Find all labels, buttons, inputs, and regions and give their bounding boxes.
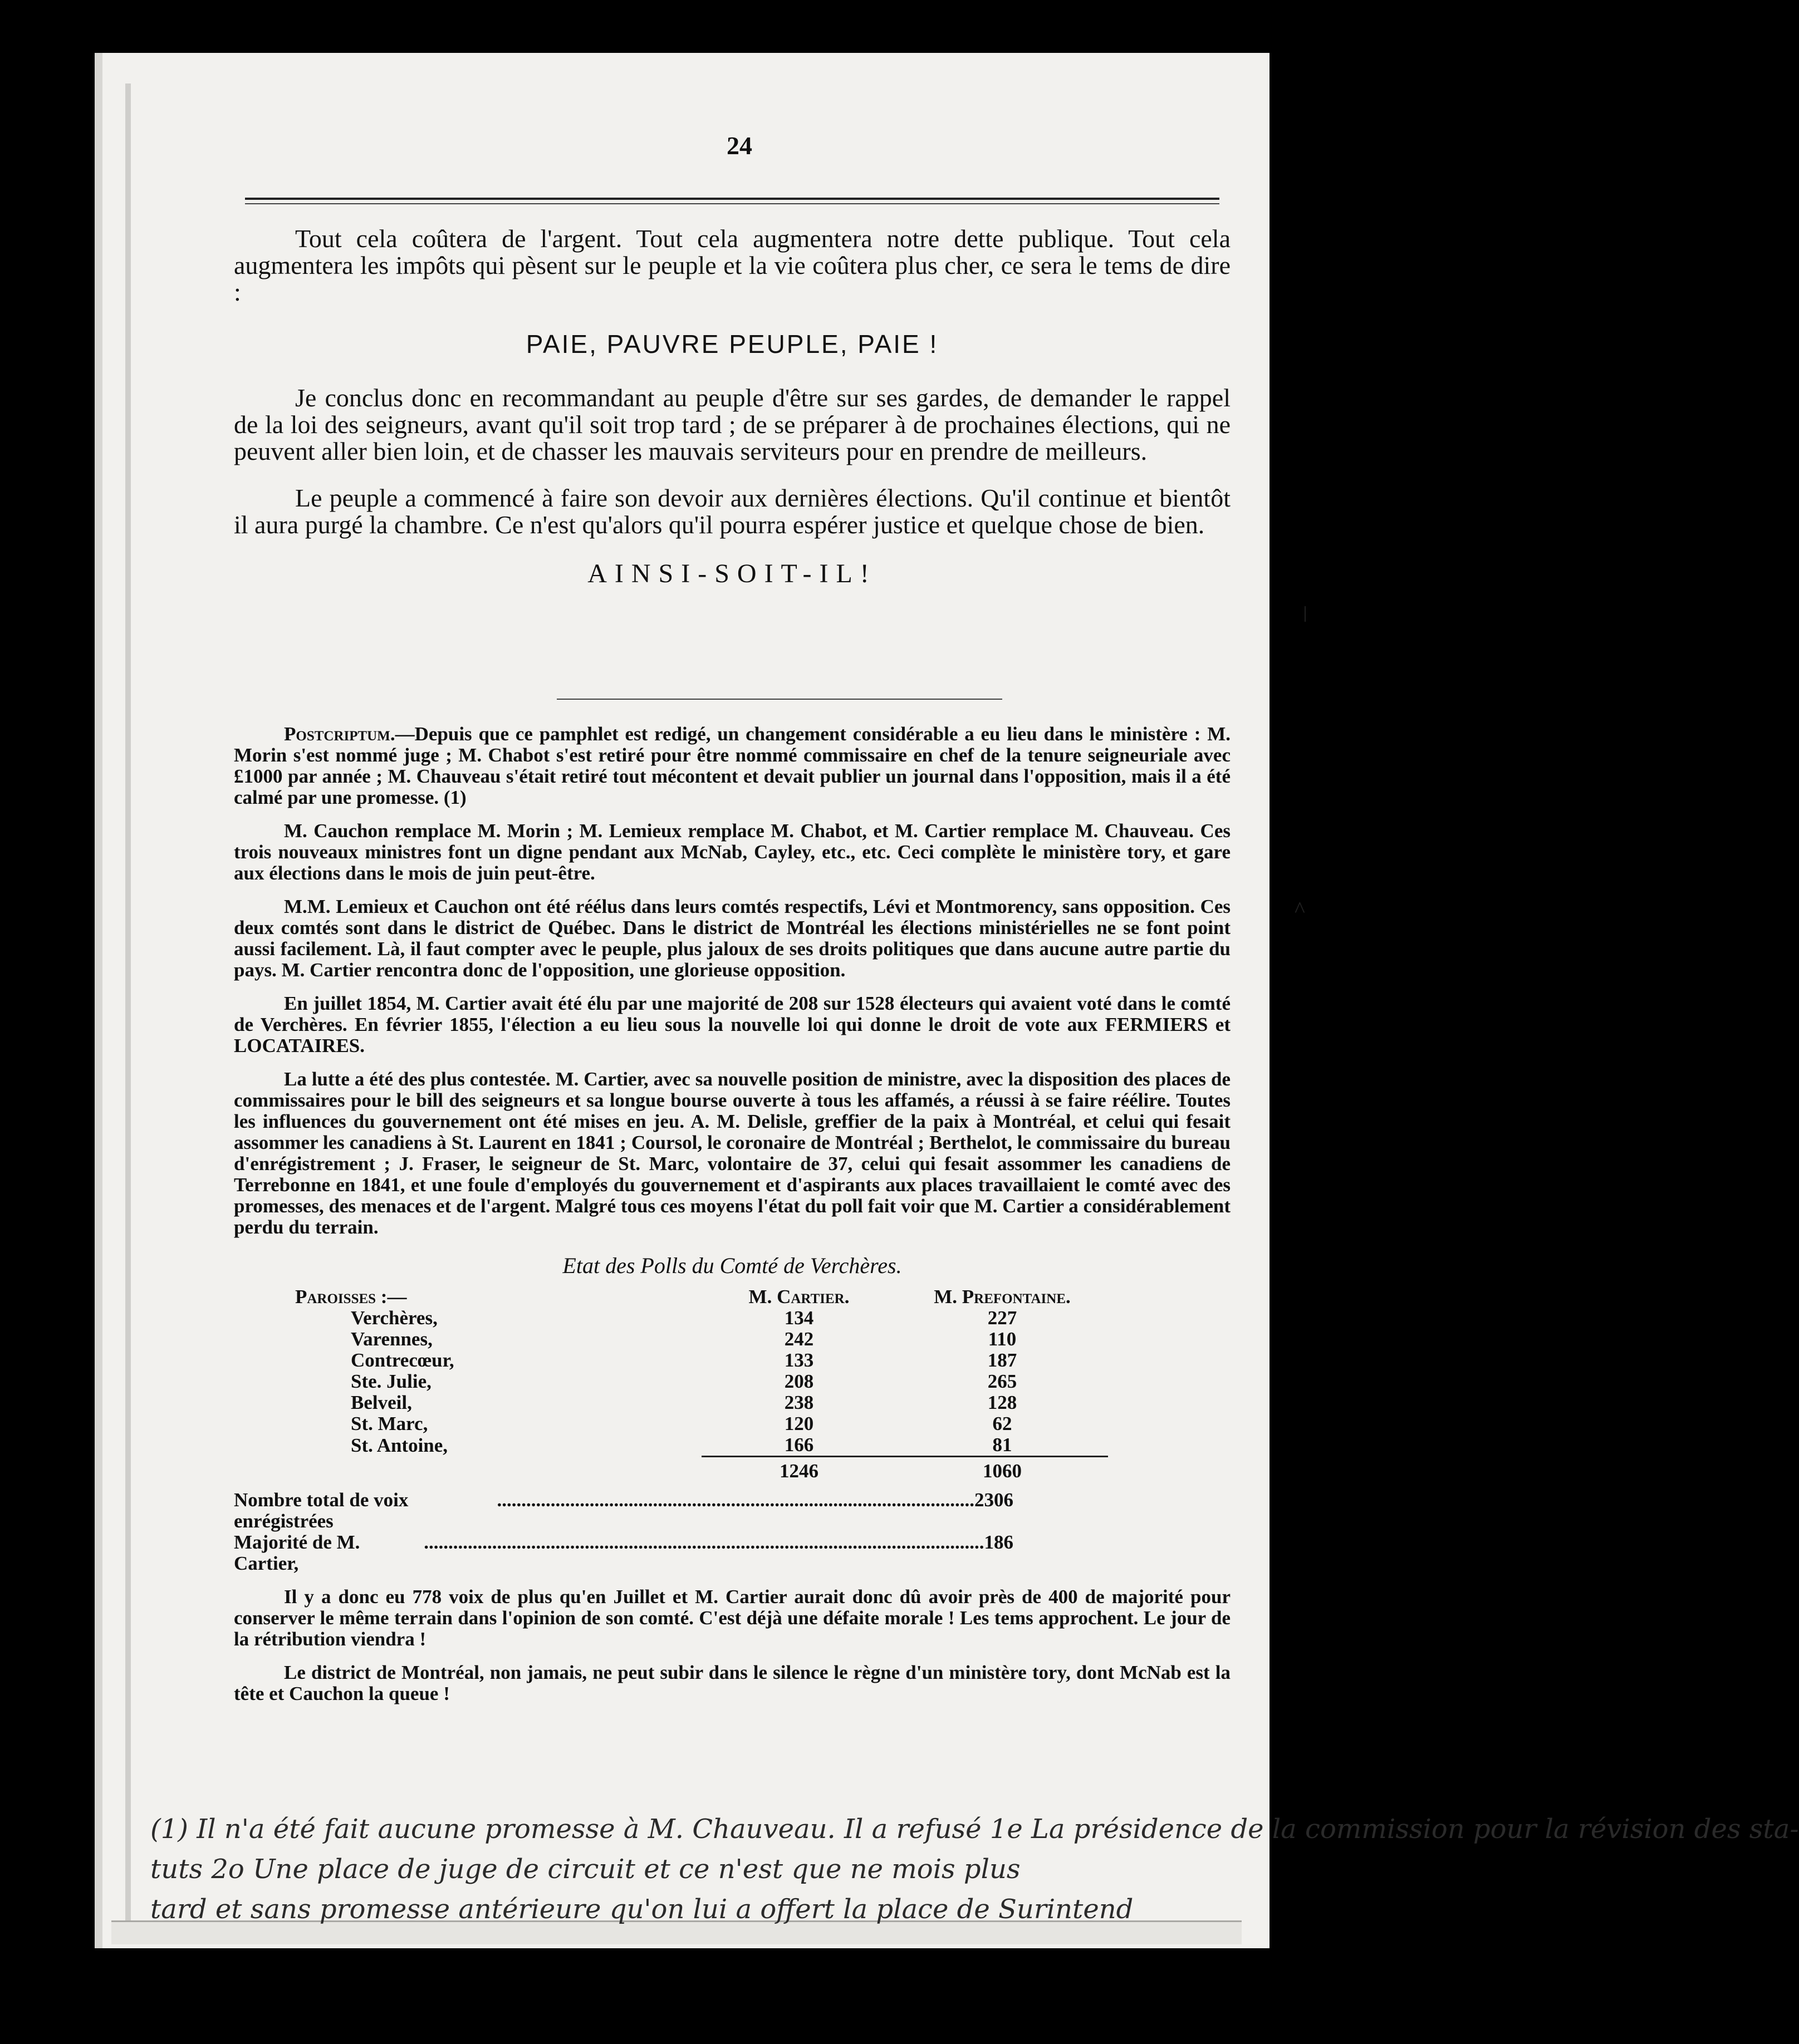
total-votes-label: Nombre total de voix enrégistrées [234, 1489, 409, 1532]
parish-name: Varennes, [351, 1328, 433, 1350]
section-rule [557, 699, 1002, 700]
handwritten-line: (1) Il n'a été fait aucune promesse à M. Chauveau. Il a refusé 1e La présidence de la commission pour la révision des sta- [150, 1814, 1799, 1845]
leader-dots: .................................................................................................. [497, 1489, 974, 1511]
table-header-row [267, 1286, 1108, 1308]
heading: PAIE, PAUVRE PEUPLE, PAIE ! [526, 330, 939, 358]
handwritten-line: tuts 2o Une place de juge de circuit et ce n'est que ne mois plus [150, 1854, 1021, 1885]
parish-name: Contrecœur, [351, 1349, 454, 1371]
cartier-votes: 166 [784, 1434, 814, 1456]
table-row [267, 1413, 1108, 1434]
prefontaine-votes: 265 [987, 1370, 1017, 1392]
page-edge [125, 83, 131, 1937]
parish-name: Belveil, [351, 1392, 412, 1413]
table-row [267, 1329, 1108, 1350]
table-row [267, 1350, 1108, 1371]
polls-table [267, 1286, 1108, 1485]
prefontaine-votes: 62 [992, 1413, 1012, 1434]
header-rule [245, 198, 1219, 200]
majority-line [234, 1532, 1013, 1574]
prefontaine-votes: 227 [987, 1307, 1017, 1329]
postscript-section [234, 724, 1231, 1704]
parish-name: St. Antoine, [351, 1434, 448, 1456]
paragraph: Le district de Montréal, non jamais, ne peut subir dans le silence le règne d'un ministère tory, dont McNab est la tête et Cauchon la queue ! [234, 1662, 1231, 1704]
header-prefontaine: M. Prefontaine. [934, 1286, 1071, 1308]
table-total-row [267, 1457, 1108, 1486]
cartier-votes: 242 [784, 1328, 814, 1350]
total-votes-value: 2306 [974, 1489, 1013, 1511]
postscript-text: —Depuis que ce pamphlet est redigé, un changement considérable a eu lieu dans le ministère : M. Morin s'est nommé juge ; M. Chabot s'est retiré pour être nommé commissaire en chef de la tenure seigneuriale avec £1000 par année ; M. Chauveau s'était retiré tout mécontent et devait publier un journal dans l'opposition, mais il a été calmé par une promesse. [234, 723, 1231, 808]
margin-mark: ^ [1295, 897, 1305, 922]
prefontaine-votes: 128 [987, 1392, 1017, 1413]
total-cartier: 1246 [702, 1457, 896, 1486]
cartier-votes: 208 [784, 1370, 814, 1392]
page-number: 24 [727, 131, 752, 160]
totals-block [234, 1490, 1013, 1574]
cartier-votes: 133 [784, 1349, 814, 1371]
header-cartier: M. Cartier. [748, 1286, 850, 1308]
paragraph: Le peuple a commencé à faire son devoir aux dernières élections. Qu'il continue et bientôt il aura purgé la chambre. Ce n'est qu'alors qu'il pourra espérer justice et quelque chose de bien. [234, 484, 1231, 539]
header-parish: Paroisses :— [295, 1286, 407, 1308]
table-row [267, 1308, 1108, 1329]
table-row [267, 1371, 1108, 1392]
prefontaine-votes: 81 [992, 1434, 1012, 1456]
table-title: Etat des Polls du Comté de Verchères. [562, 1253, 902, 1278]
parish-name: Ste. Julie, [351, 1370, 432, 1392]
closing-line: AINSI-SOIT-IL! [587, 559, 877, 588]
handwritten-line: tard et sans promesse antérieure qu'on lui a offert la place de Surintend [150, 1894, 1134, 1925]
majority-value: 186 [984, 1531, 1013, 1553]
handwritten-footnote [150, 1809, 1799, 1929]
table-row [267, 1434, 1108, 1457]
total-votes-line [234, 1490, 1013, 1532]
header-rule-thin [245, 203, 1219, 204]
cartier-votes: 120 [784, 1413, 814, 1434]
paragraph: Je conclus donc en recommandant au peuple d'être sur ses gardes, de demander le rappel de la loi des seigneurs, avant qu'il soit trop tard ; de se préparer à de prochaines élections, qui ne peuvent aller bien loin, et de chasser les mauvais serviteurs pour en prendre de meilleurs. [234, 384, 1231, 465]
margin-mark: ǀ [1303, 602, 1308, 627]
cartier-votes: 134 [784, 1307, 814, 1329]
paragraph: En juillet 1854, M. Cartier avait été élu par une majorité de 208 sur 1528 électeurs qui avaient voté dans le comté de Verchères. En février 1855, l'élection a eu lieu sous la nouvelle loi qui donne le droit de vote aux FERMIERS et LOCATAIRES. [234, 992, 1231, 1057]
parish-name: St. Marc, [351, 1413, 428, 1434]
leader-dots: ................................................................................................................... [424, 1531, 984, 1553]
postscript-label: Postcriptum. [284, 723, 395, 745]
paragraph: M. Cauchon remplace M. Morin ; M. Lemieux remplace M. Chabot, et M. Cartier remplace M. Chauveau. Ces trois nouveaux ministres font un digne pendant aux McNab, Cayley, etc., etc. Ceci complète le ministère tory, et gare aux élections dans le mois de juin peut-être. [234, 820, 1231, 884]
paragraph: La lutte a été des plus contestée. M. Cartier, avec sa nouvelle position de ministre, avec la disposition des places de commissaires pour le bill des seigneurs et sa longue bourse ouverte à tous les affamés, a réussi à se faire réélire. Toutes les influences du gouvernement ont été mises en jeu. A. M. Delisle, greffier de la paix à Montréal, et celui qui fesait assommer les canadiens à St. Laurent en 1841 ; Coursol, le coronaire de Montréal ; Berthelot, le commissaire du bureau d'enrégistrement ; J. Fraser, le seigneur de St. Marc, volontaire de 37, celui qui fesait assommer les canadiens de Terrebonne en 1841, et une foule d'employés du gouvernement et d'aspirants aux places travaillaient le comté avec des promesses, des menaces et de l'argent. Malgré tous ces moyens l'état du poll fait voir que M. Cartier a considérablement perdu du terrain. [234, 1068, 1231, 1238]
prefontaine-votes: 110 [988, 1328, 1017, 1350]
table-row [267, 1392, 1108, 1413]
majority-label: Majorité de M. Cartier, [234, 1531, 360, 1574]
paragraph: Tout cela coûtera de l'argent. Tout cela augmentera notre dette publique. Tout cela augmentera les impôts qui pèsent sur le peuple et la vie coûtera plus cher, ce sera le tems de dire : [234, 224, 1231, 306]
cartier-votes: 238 [784, 1392, 814, 1413]
parish-name: Verchères, [351, 1307, 438, 1329]
total-prefontaine: 1060 [896, 1457, 1108, 1486]
paragraph: M.M. Lemieux et Cauchon ont été réélus dans leurs comtés respectifs, Lévi et Montmorency, sans opposition. Ces deux comtés sont dans le district de Québec. Dans le district de Montréal les élections ministérielles ne se font point aussi facilement. Là, il faut compter avec le peuple, plus jaloux de ses droits politiques que dans aucune autre partie du pays. M. Cartier rencontra donc de l'opposition, une glorieuse opposition. [234, 896, 1231, 981]
footnote-ref: (1) [443, 787, 467, 808]
prefontaine-votes: 187 [987, 1349, 1017, 1371]
main-text [234, 225, 1231, 589]
paragraph: Il y a donc eu 778 voix de plus qu'en Juillet et M. Cartier aurait donc dû avoir près de 400 de majorité pour conserver le même terrain dans l'opinion de son comté. C'est déjà une défaite morale ! Les tems approchent. Le jour de la rétribution viendra ! [234, 1586, 1231, 1650]
